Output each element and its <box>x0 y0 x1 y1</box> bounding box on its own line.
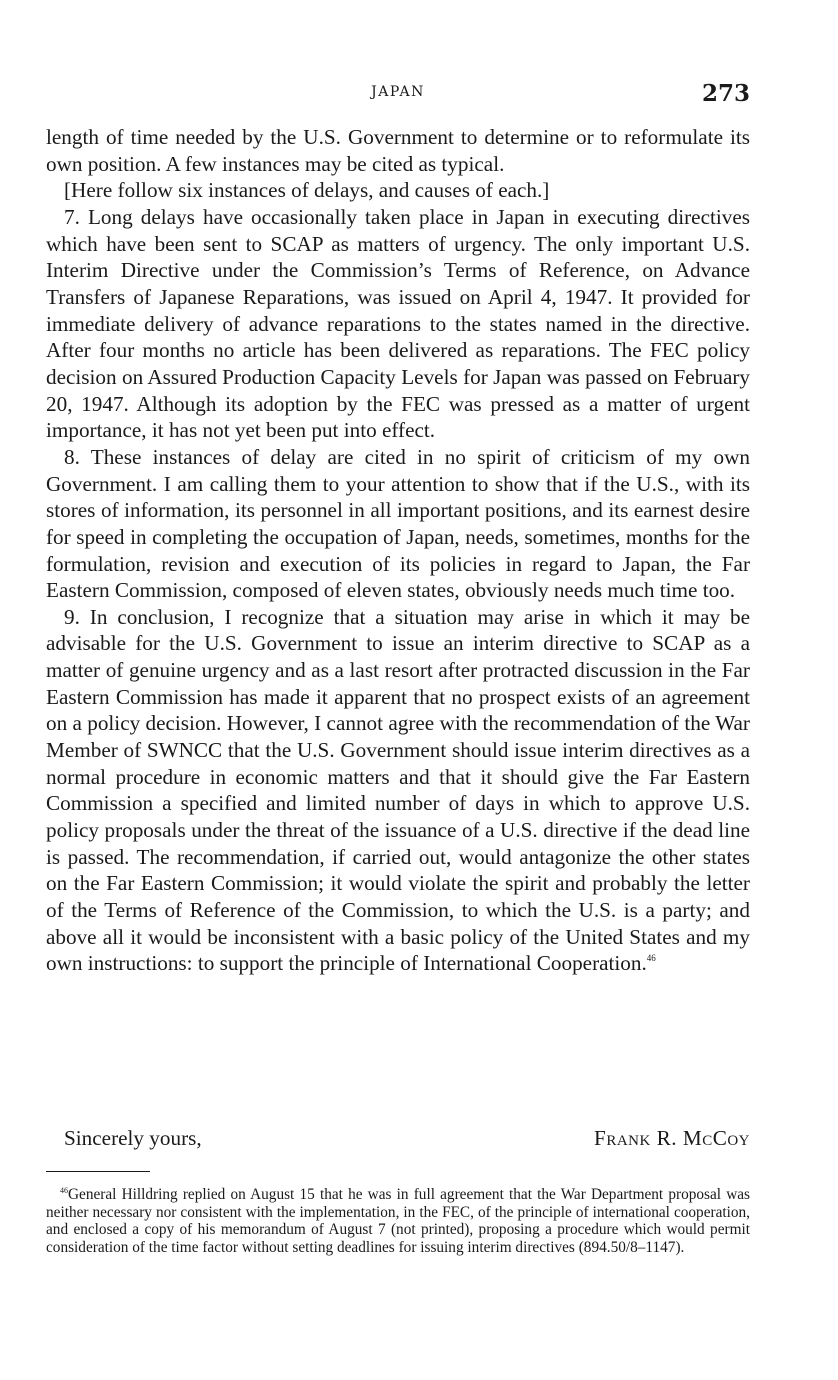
footnote-marker: 46 <box>60 1186 68 1195</box>
running-title: JAPAN <box>371 84 425 100</box>
signature: Frank R. McCoy <box>594 1126 750 1150</box>
footnote-divider <box>46 1171 150 1172</box>
footnote-reference[interactable]: 46 <box>646 953 656 964</box>
page-header <box>46 80 750 110</box>
salutation: Sincerely yours, <box>64 1126 202 1150</box>
footnote-text: General Hilldring replied on August 15 that he was in full agreement that the War Department proposal was neither necessary nor consistent with the implementation, in the FEC, of the principle of international cooperation, and enclosed a copy of his memorandum of August 7 (not printed), proposing a procedure which would permit consideration of the time factor without setting deadlines for issuing interim directives (894.50/8–1147). <box>46 1186 750 1256</box>
paragraph-9 <box>46 604 750 977</box>
paragraph-7: 7. Long delays have occasionally taken place in Japan in executing directives which have been sent to SCAP as matters of urgency. The only important U.S. Interim Directive under the Commission’s Terms of Reference, on Advance Transfers of Japanese Reparations, was issued on April 4, 1947. It provided for immediate delivery of advance reparations to the states named in the directive. After four months no article has been delivered as reparations. The FEC policy decision on Assured Production Capacity Levels for Japan was passed on February 20, 1947. Although its adoption by the FEC was pressed as a matter of urgent importance, it has not yet been put into effect. <box>46 204 750 443</box>
body-text <box>46 124 750 977</box>
letter-closing <box>64 1126 750 1156</box>
paragraph-9-text: 9. In conclusion, I recognize that a situation may arise in which it may be advisable for the U.S. Government to issue an interim directive to SCAP as a matter of genuine urgency and as a last resort after protracted discussion in the Far Eastern Commission has made it apparent that no prospect exists of an agreement on a policy decision. However, I cannot agree with the recommendation of the War Member of SWNCC that the U.S. Government should issue interim directives as a normal procedure in economic matters and that it should give the Far Eastern Commission a specified and limited number of days in which to approve U.S. policy proposals under the threat of the issuance of a U.S. directive if the dead line is passed. The recommendation, if carried out, would antagonize the other states on the Far Eastern Commission; it would violate the spirit and probably the letter of the Terms of Reference of the Commission, to which the U.S. is a party; and above all it would be inconsistent with a basic policy of the United States and my own instructions: to support the principle of International Cooperation. <box>46 604 750 976</box>
editorial-note: [Here follow six instances of delays, and causes of each.] <box>64 178 550 203</box>
paragraph-8: 8. These instances of delay are cited in no spirit of criticism of my own Government. I am calling them to your attention to show that if the U.S., with its stores of information, its personnel in all important positions, and its earnest desire for speed in completing the occupation of Japan, needs, sometimes, months for the formulation, revision and execution of its policies in regard to Japan, the Far Eastern Commission, composed of eleven states, obviously needs much time too. <box>46 444 750 603</box>
page-number: 273 <box>701 80 750 107</box>
paragraph-continued: length of time needed by the U.S. Government to determine or to reformulate its own position. A few instances may be cited as typical. <box>46 125 750 176</box>
footnote <box>46 1186 750 1256</box>
